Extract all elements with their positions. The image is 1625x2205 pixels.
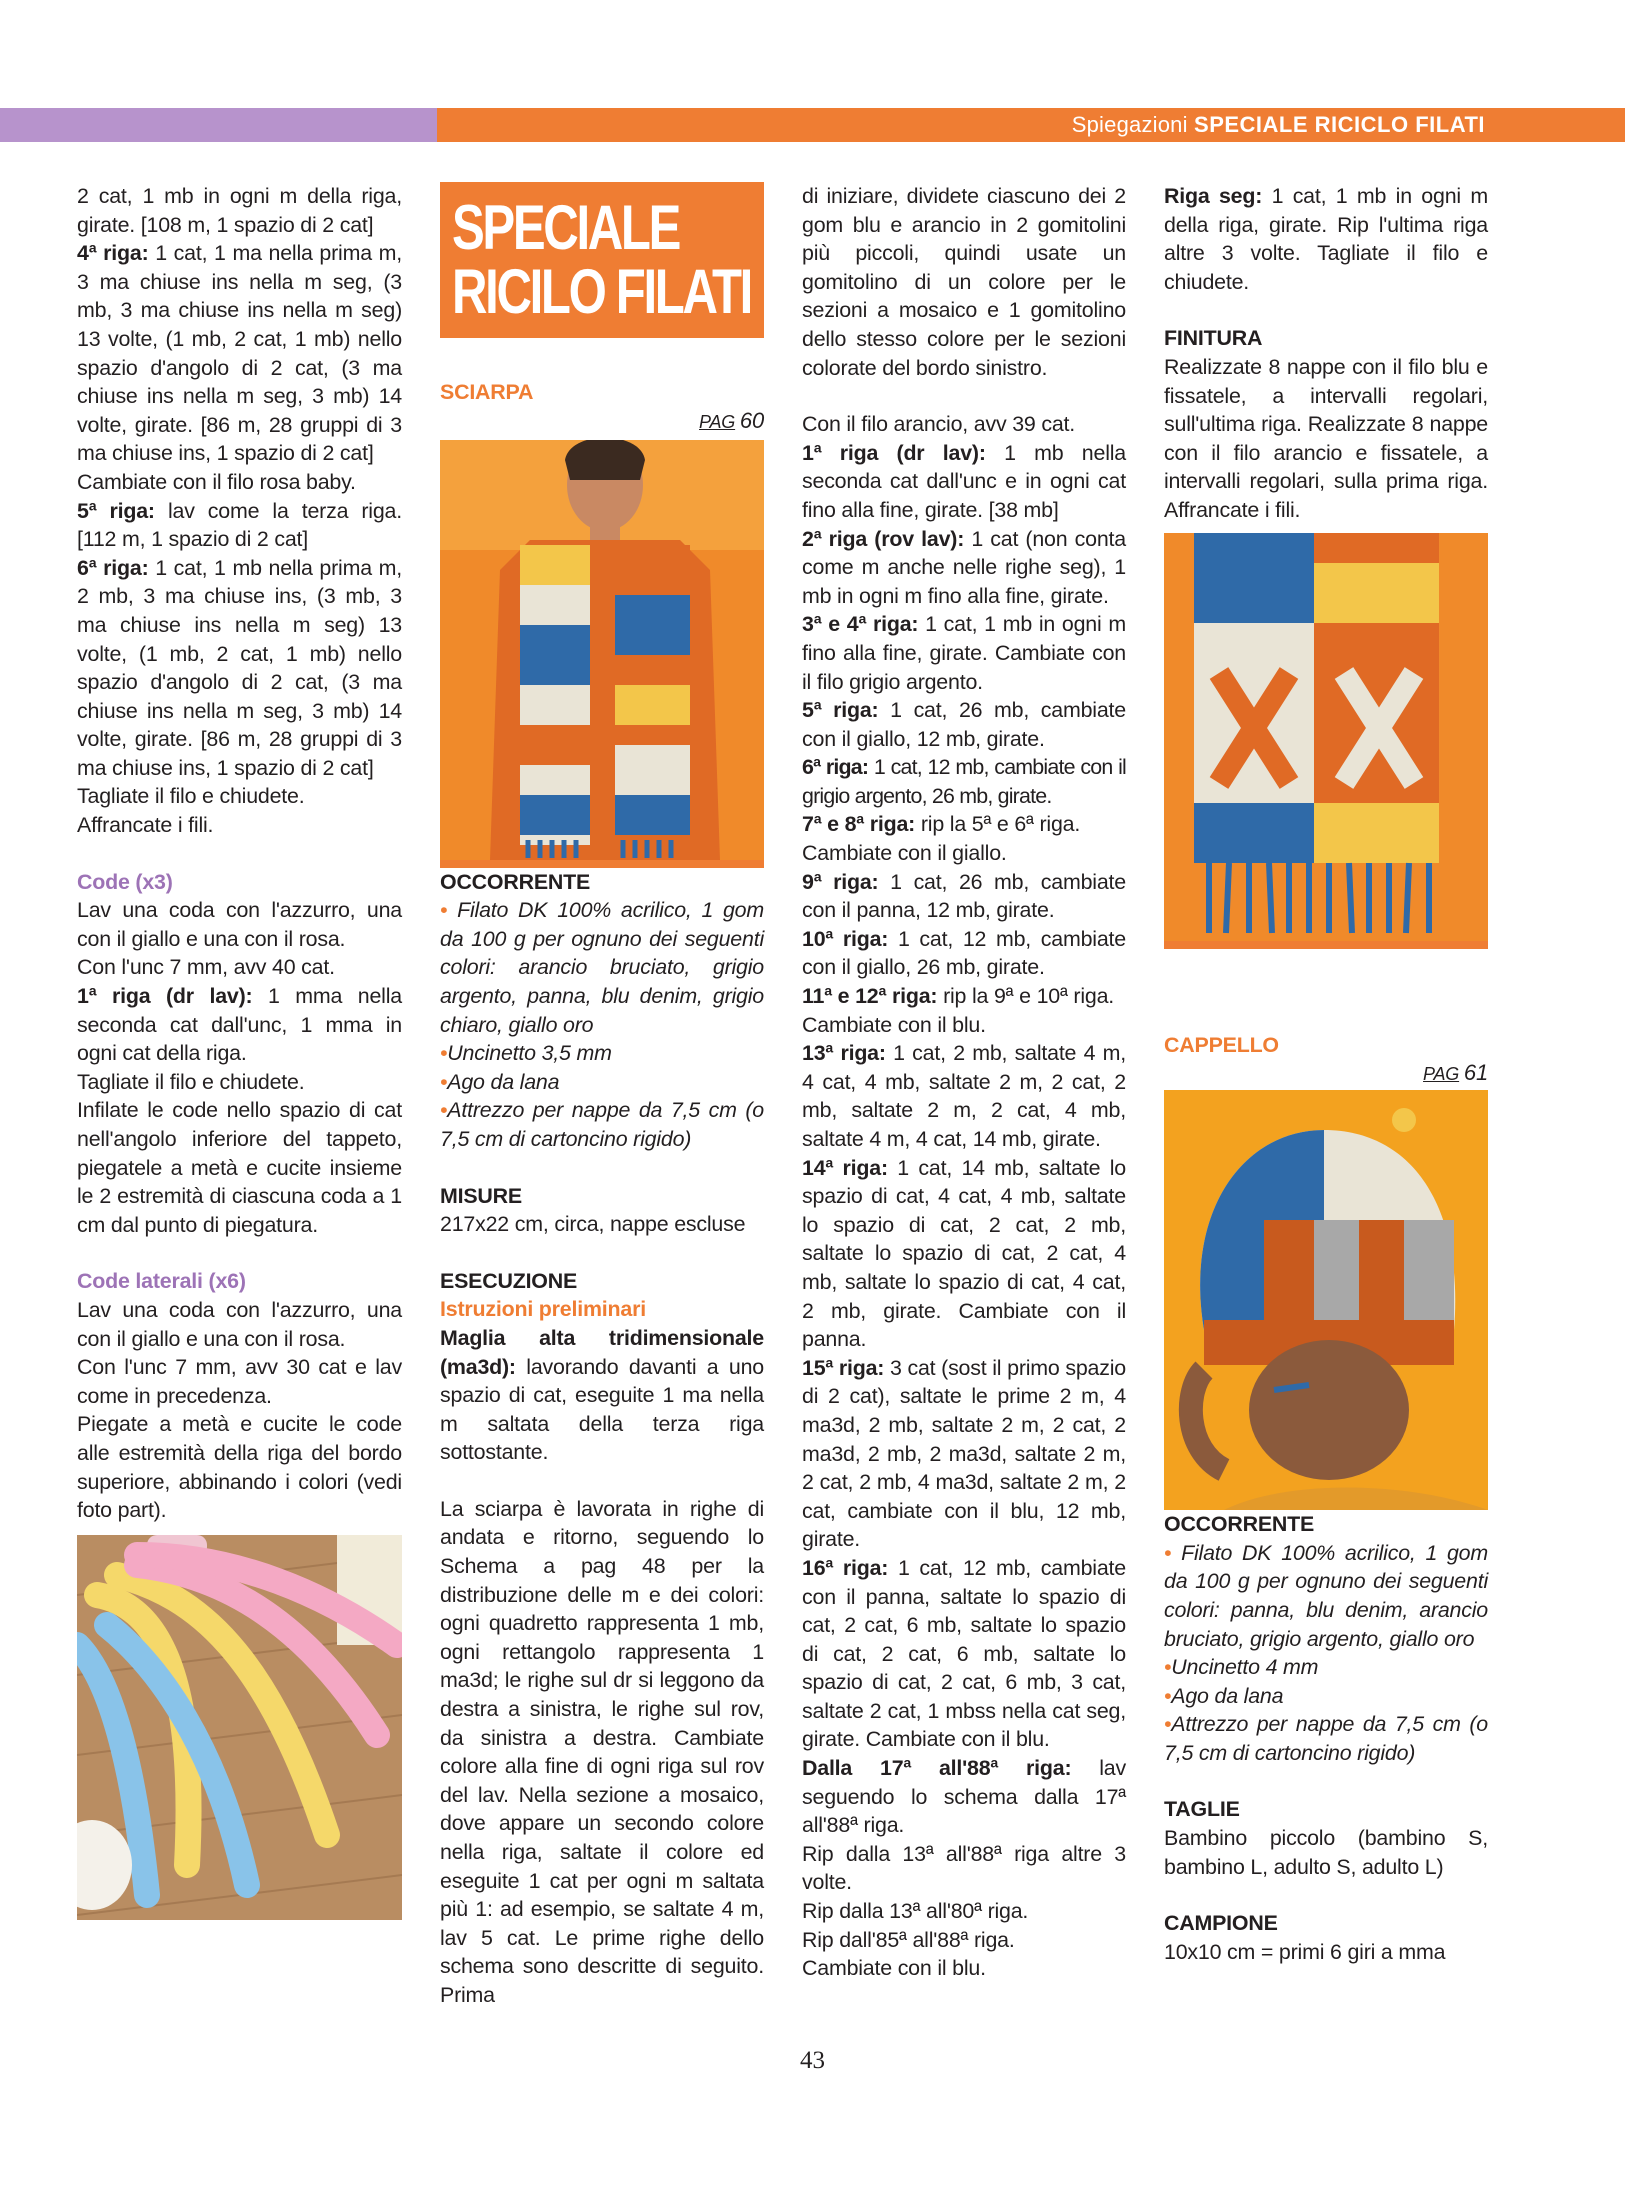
r2-label: 2ª riga (rov lav):: [802, 526, 965, 551]
occ-item-3: [440, 1068, 764, 1097]
tails-illustration: [77, 1535, 402, 1920]
seg-text: 1 cat, 1 mb in ogni m della riga, girate. Rip l'ultima riga altre 3 volte. Tagliate il filo e chiudete.: [1164, 184, 1488, 294]
row5-text: lav come la terza riga. [112 m, 1 spazio di 2 cat]: [77, 498, 402, 552]
col3-end: Cambiate con il blu.: [802, 1956, 986, 1981]
lat-unc: Con l'unc 7 mm, avv 30 cat e lav come in precedenza.: [77, 1355, 402, 1408]
row4-text: 1 cat, 1 ma nella prima m, 3 ma chiuse ins nella m seg, (3 mb, 3 ma chiuse ins nella m seg) 13 volte, (1 mb, 2 cat, 1 mb) nello spazio d'angolo di 2 cat, (3 ma chiuse ins nella m seg, 3 mb) 14 volte, girate. [86 m, 28 gruppi di 3 ma chiuse ins, 1 spazio di 2 cat]: [77, 241, 402, 466]
fin-title-text: FINITURA: [1164, 326, 1263, 351]
occ1-text: Filato DK 100% acrilico, 1 gom da 100 g per ognuno dei seguenti colori: arancio bruciato, grigio argento, panna, blu denim, grigio chiaro, giallo oro: [440, 898, 764, 1037]
code-row1-label: 1ª riga (dr lav):: [77, 984, 253, 1009]
col3-row13: [802, 1039, 1126, 1153]
col3-rip1: Rip dalla 13ª all'88ª riga altre 3 volte.: [802, 1841, 1126, 1895]
col3-p1: di iniziare, dividete ciascuno dei 2 gom blu e arancio in 2 gomitolini più piccoli, quindi usate un gomitolino di un colore per le sezioni a mosaico e 1 gomitolino dello stesso colore per le sezioni colorate del bordo sinistro.: [802, 184, 1126, 380]
r34-text: 1 cat, 1 mb in ogni m fino alla fine, girate. Cambiate con il filo grigio argento.: [802, 612, 1126, 694]
hat-occ-title-text: OCCORRENTE: [1164, 1512, 1315, 1537]
col3-row15: [802, 1354, 1126, 1554]
r9-label: 9ª riga:: [802, 869, 879, 894]
code-p: Lav una coda con l'azzurro, una con il giallo e una con il rosa.: [77, 898, 402, 951]
scarf-photo: [440, 440, 764, 860]
col1-row4: [77, 239, 402, 468]
r1-text: 1 mb nella seconda cat dall'unc e in ogni cat fino alla fine, girate. [38 mb]: [802, 440, 1126, 522]
cappello-title: CAPPELLO: [1164, 1032, 1279, 1057]
lat-p: Lav una coda con l'azzurro, una con il giallo e una con il rosa.: [77, 1297, 402, 1351]
header-prefix: Spiegazioni: [1071, 112, 1188, 137]
col3-row2: [802, 525, 1126, 611]
bullet-icon: •: [1164, 1712, 1172, 1737]
sciarpa-title: SCIARPA: [440, 380, 534, 404]
col3-row1112b: Cambiate con il blu.: [802, 1012, 986, 1037]
istr-title: Istruzioni preliminari: [440, 1297, 646, 1322]
scarf-illustration: [440, 440, 764, 860]
bullet-icon: •: [440, 898, 448, 923]
r6-text: 1 cat, 12 mb, cambiate con il grigio argento, 26 mb, girate.: [802, 755, 1126, 808]
col3-row9: [802, 868, 1126, 925]
page-number: 43: [800, 2047, 825, 2074]
special-title: [440, 182, 764, 338]
r17-text: lav seguendo lo schema dalla 17ª all'88ª riga.: [802, 1756, 1126, 1838]
occ3-text: Ago da lana: [447, 1069, 560, 1094]
hat-occ-title: [1164, 1510, 1488, 1539]
ma3d-label: Maglia alta tridimensionale (ma3d):: [440, 1325, 764, 1379]
r10-label: 10ª riga:: [802, 926, 889, 951]
r17-label: Dalla 17ª all'88ª riga:: [802, 1756, 1072, 1781]
col3-row1112: [802, 982, 1126, 1011]
hat-illustration: [1164, 1090, 1488, 1510]
col1-p1: 2 cat, 1 mb in ogni m della riga, girate. [108 m, 1 spazio di 2 cat]: [77, 184, 402, 237]
ma3d-def: [440, 1324, 764, 1467]
column-3: [802, 182, 1126, 1983]
r78-label: 7ª e 8ª riga:: [802, 812, 916, 837]
mis-text: 217x22 cm, circa, nappe escluse: [440, 1212, 746, 1237]
r34-label: 3ª e 4ª riga:: [802, 612, 919, 637]
column-4: [1164, 182, 1488, 1966]
hat-occ-item-3: [1164, 1682, 1488, 1711]
col1-fix: Affrancate i fili.: [77, 813, 214, 838]
r15-label: 15ª riga:: [802, 1355, 885, 1380]
r9-text: 1 cat, 26 mb, cambiate con il panna, 12 mb, girate.: [802, 869, 1126, 923]
bullet-icon: •: [440, 1098, 448, 1123]
scarf-detail-rule: [1164, 941, 1488, 949]
r6-label: 6ª riga:: [802, 755, 869, 780]
tag-text: Bambino piccolo (bambino S, bambino L, adulto S, adulto L): [1164, 1826, 1488, 1879]
r5-text: 1 cat, 26 mb, cambiate con il giallo, 12 mb, girate.: [802, 698, 1126, 751]
fin-text: Realizzate 8 nappe con il filo blu e fissatele, a intervalli regolari, sull'ultima riga. Realizzate 8 nappe con il filo arancio e fissatele, a intervalli regolari, sulla prima riga. Affrancate i fili.: [1164, 354, 1488, 522]
title-line2: RICILO FILATI: [452, 257, 751, 327]
r16-label: 16ª riga:: [802, 1555, 889, 1580]
r78-text: rip la 5ª e 6ª riga.: [915, 812, 1081, 837]
ese-title: [440, 1267, 764, 1296]
r1112-text: rip la 9ª e 10ª riga.: [937, 984, 1115, 1009]
bullet-icon: •: [440, 1069, 448, 1094]
col3-row14: [802, 1154, 1126, 1354]
row6-label: 6ª riga:: [77, 555, 149, 580]
seg-label: Riga seg:: [1164, 184, 1263, 208]
hat-occ3-text: Ago da lana: [1171, 1683, 1284, 1708]
column-1: [77, 182, 402, 1920]
r13-text: 1 cat, 2 mb, saltate 4 m, 4 cat, 4 mb, saltate 2 m, 2 cat, 2 mb, saltate 2 m, 2 cat, 4 mb, saltate 4 m, 4 cat, 14 mb, girate.: [802, 1041, 1126, 1151]
r15-text: 3 cat (sost il primo spazio di 2 cat), saltate le prime 2 m, 4 ma3d, 2 mb, saltate 2 m, 2 cat, 2 ma3d, 2 mb, 2 ma3d, saltate 2 m, 2 cat, 2 mb, 4 ma3d, saltate 2 m, 2 cat, cambiate con il blu, 12 mb, girate.: [802, 1355, 1126, 1552]
bullet-icon: •: [1164, 1683, 1172, 1708]
pag-num: 60: [739, 407, 764, 433]
col3-row10: [802, 925, 1126, 982]
hat-photo: [1164, 1090, 1488, 1510]
r16-text: 1 cat, 12 mb, cambiate con il panna, saltate lo spazio di cat, 2 cat, 6 mb, saltate lo spazio di cat, 2 cat, 6 mb, saltate lo spazio di cat, 2 cat, 6 mb, 3 cat, saltate 2 cat, 1 mbss nella cat seg, girate. Cambiate con il blu.: [802, 1555, 1126, 1752]
col3-rip2: Rip dalla 13ª all'80ª riga.: [802, 1899, 1029, 1924]
mis-title: [440, 1182, 764, 1211]
col4-seg: [1164, 182, 1488, 296]
col3-row78b: Cambiate con il giallo.: [802, 841, 1007, 866]
camp-title: [1164, 1909, 1488, 1938]
r2-text: 1 cat (non conta come m anche nelle righe seg), 1 mb in ogni m fino alla fine, girate.: [802, 526, 1126, 608]
col3-row17: [802, 1754, 1126, 1840]
hat-occ4-text: Attrezzo per nappe da 7,5 cm (o 7,5 cm di cartoncino rigido): [1164, 1712, 1488, 1765]
row4-label: 4ª riga:: [77, 241, 149, 266]
pag-label: PAG: [1423, 1064, 1460, 1085]
scarf-photo-rule: [440, 860, 764, 868]
occ-title-text: OCCORRENTE: [440, 869, 591, 894]
bullet-icon: •: [1164, 1540, 1172, 1565]
r14-text: 1 cat, 14 mb, saltate lo spazio di cat, 4 cat, 4 mb, saltate lo spazio di cat, 2 cat, 2 mb, saltate lo spazio di cat, 2 cat, 4 mb, saltate lo spazio di cat, 4 cat, 2 mb, girate. Cambiate con il panna.: [802, 1155, 1126, 1352]
cappello-page-ref: [1164, 1059, 1488, 1088]
hat-occ-item-1: [1164, 1539, 1488, 1653]
code-title: Code (x3): [77, 869, 173, 894]
hat-occ-item-2: [1164, 1653, 1488, 1682]
ma3d-text: lavorando davanti a uno spazio di cat, eseguite 1 ma nella m saltata della terza riga sottostante.: [440, 1354, 764, 1465]
col3-row1: [802, 439, 1126, 525]
occ-item-2: [440, 1039, 764, 1068]
scarf-detail-photo: [1164, 533, 1488, 941]
running-header: [1072, 108, 1485, 142]
camp-title-text: CAMPIONE: [1164, 1911, 1278, 1936]
col3-rip3: Rip dall'85ª all'88ª riga.: [802, 1927, 1015, 1952]
scarf-body: La sciarpa è lavorata in righe di andata e ritorno, seguendo lo Schema a pag 48 per la distribuzione delle m e dei colori: ogni quadretto rappresenta 1 mb, ogni rettangolo rappresenta 1 ma3d; le righe sul dr si leggono da destra a sinistra, le righe sul rov, da sinistra a destra. Cambiate colore alla fine di ogni riga sul rov del lav. Nella sezione a mosaico, dove appare un secondo colore nella riga, saltate il colore ed eseguite 1 cat per ogni m saltata più 1: ad esempio, se saltate 4 m, lav 5 cat. Le prime righe dello schema sono descritte di seguito. Prima: [440, 1496, 764, 2007]
code-row1-text: 1 mma nella seconda cat dall'unc, 1 mma in ogni cat della riga.: [77, 984, 402, 1066]
pag-num: 61: [1463, 1060, 1488, 1086]
col3-row5: [802, 696, 1126, 753]
camp-text: 10x10 cm = primi 6 giri a mma: [1164, 1939, 1446, 1964]
sciarpa-page-ref: [440, 407, 764, 436]
scarf-detail-illustration: [1164, 533, 1488, 941]
occ2-text: Uncinetto 3,5 mm: [447, 1041, 612, 1066]
title-line1: SPECIALE: [452, 193, 680, 263]
code-insert: Infilate le code nello spazio di cat nell'angolo inferiore del tappeto, piegatele a metà e cucite insieme le 2 estremità di ciascuna coda a 1 cm dal punto di piegatura.: [77, 1098, 402, 1237]
column-2: [440, 182, 764, 2010]
code-cut: Tagliate il filo e chiudete.: [77, 1069, 305, 1094]
lat-fold: Piegate a metà e cucite le code alle estremità della riga del bordo superiore, abbinando i colori (vedi foto part).: [77, 1412, 402, 1523]
hat-occ-item-4: [1164, 1710, 1488, 1767]
col1-row5: [77, 497, 402, 554]
bullet-icon: •: [440, 1041, 448, 1066]
col3-row34: [802, 610, 1126, 696]
row6-text: 1 cat, 1 mb nella prima m, 2 mb, 3 ma chiuse ins, (3 mb, 3 ma chiuse ins nella m seg) 13 volte, (1 mb, 2 cat, 1 mb) nello spazio d'angolo di 2 cat, (3 ma chiuse ins nella m seg, 3 mb) 14 volte, girate. [86 m, 28 gruppi di 3 ma chiuse ins, 1 spazio di 2 cat]: [77, 555, 402, 780]
r10-text: 1 cat, 12 mb, cambiate con il giallo, 26 mb, girate.: [802, 926, 1126, 980]
occ-item-4: [440, 1096, 764, 1153]
hat-occ2-text: Uncinetto 4 mm: [1171, 1655, 1319, 1680]
tails-photo: [77, 1535, 402, 1920]
tag-title-text: TAGLIE: [1164, 1797, 1240, 1822]
col1-row6: [77, 554, 402, 783]
header-title: SPECIALE RICICLO FILATI: [1194, 112, 1485, 137]
header-band-left: [0, 108, 437, 142]
occ-item-1: [440, 896, 764, 1039]
code-unc: Con l'unc 7 mm, avv 40 cat.: [77, 955, 335, 980]
col3-row6: [802, 753, 1126, 810]
col1-change: Cambiate con il filo rosa baby.: [77, 469, 356, 494]
tag-title: [1164, 1795, 1488, 1824]
col1-cut: Tagliate il filo e chiudete.: [77, 784, 305, 809]
lat-title: Code laterali (x6): [77, 1269, 246, 1294]
ese-title-text: ESECUZIONE: [440, 1268, 578, 1293]
r14-label: 14ª riga:: [802, 1155, 888, 1180]
fin-title: [1164, 324, 1488, 353]
col3-avv: Con il filo arancio, avv 39 cat.: [802, 412, 1076, 437]
row5-label: 5ª riga:: [77, 498, 155, 523]
col3-row78: [802, 810, 1126, 839]
r13-label: 13ª riga:: [802, 1041, 886, 1066]
hat-occ1-text: Filato DK 100% acrilico, 1 gom da 100 g per ognuno dei seguenti colori: panna, blu denim, arancio bruciato, grigio argento, giallo oro: [1164, 1540, 1488, 1651]
code-row1: [77, 982, 402, 1068]
occ-title: [440, 868, 764, 897]
occ4-text: Attrezzo per nappe da 7,5 cm (o 7,5 cm di cartoncino rigido): [440, 1098, 764, 1151]
r1-label: 1ª riga (dr lav):: [802, 440, 986, 465]
col3-row16: [802, 1554, 1126, 1754]
r5-label: 5ª riga:: [802, 698, 879, 723]
mis-title-text: MISURE: [440, 1183, 522, 1208]
r1112-label: 11ª e 12ª riga:: [802, 984, 938, 1009]
pag-label: PAG: [699, 411, 736, 432]
bullet-icon: •: [1164, 1655, 1172, 1680]
